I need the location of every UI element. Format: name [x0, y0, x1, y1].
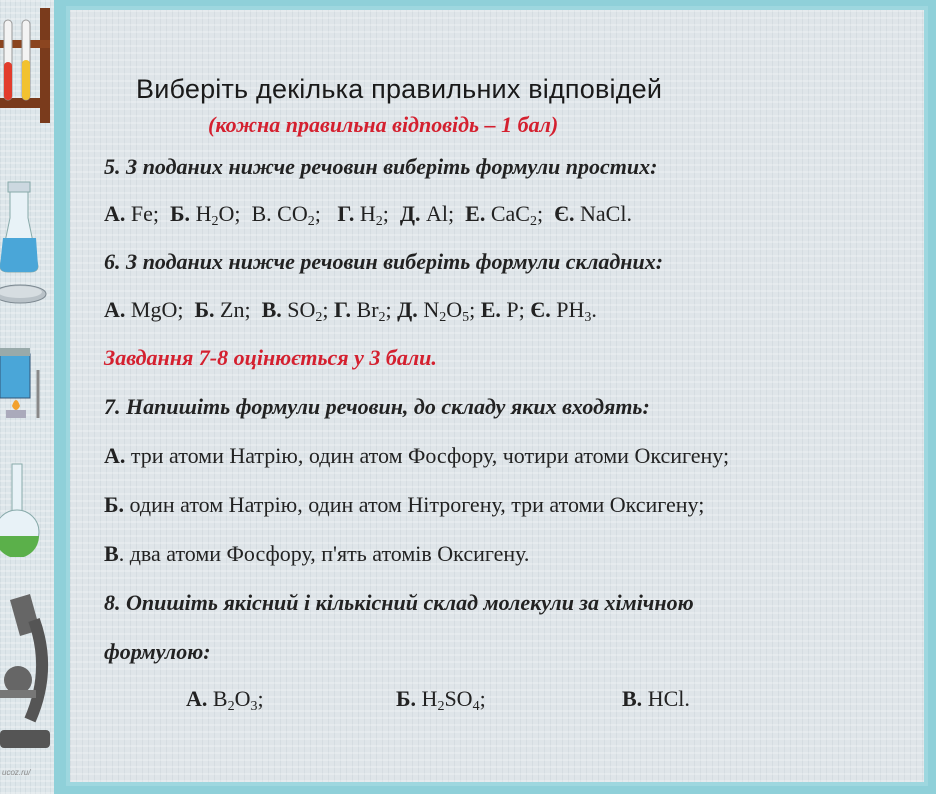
scoring-note: (кожна правильна відповідь – 1 бал) — [208, 112, 559, 137]
q6-option: Б. Zn; — [194, 297, 251, 322]
decor-sidebar — [0, 0, 60, 794]
page-title: Виберіть декілька правильних відповідей — [136, 74, 663, 104]
q6-option: В. $SO_2$; — [261, 297, 329, 325]
q6-title: 6. З поданих нижче речовин виберіть формули складних: — [104, 249, 664, 274]
q6-option: Г. $Br_2$; — [334, 297, 392, 325]
q5-title: 5. З поданих нижче речовин виберіть формули простих: — [104, 154, 658, 179]
q5-option: Д. Al; — [399, 201, 455, 226]
q6-option: Е. P; — [480, 297, 525, 322]
q6-option: А. MgO; — [104, 297, 184, 322]
q6-option: Д. $N_2O_5$; — [397, 297, 476, 325]
q5-option: В. $CO_2$; — [251, 201, 321, 229]
q8-option-a: А. $B_2O_3$; — [186, 686, 264, 714]
q8-title-line1: 8. Опишіть якісний і кількісний склад молекули за хімічною — [104, 590, 694, 615]
microscope-icon — [0, 590, 54, 760]
q8-option-b: Б. $H_2SO_4$; — [396, 686, 486, 714]
q7-option-c: В. два атоми Фосфору, п'ять атомів Оксигену. — [104, 541, 530, 566]
q7-title: 7. Напишіть формули речовин, до складу яких входять: — [104, 394, 650, 419]
q7-option-a: А. три атоми Натрію, один атом Фосфору, чотири атоми Оксигену; — [104, 443, 730, 468]
q5-option: Е. CaC$_2$; — [465, 201, 544, 229]
test-tube-rack-icon — [0, 0, 54, 130]
tasks-7-8-note: Завдання 7-8 оцінюється у 3 бали. — [104, 345, 437, 370]
q8-title-line2: формулою: — [104, 639, 211, 664]
q6-options — [104, 297, 597, 323]
round-flask-icon — [0, 462, 54, 557]
q5-options — [104, 201, 632, 227]
q5-option: А. Fe; — [104, 201, 160, 226]
flask-icon — [0, 178, 54, 278]
q7-option-b: Б. один атом Натрію, один атом Нітрогену, три атоми Оксигену; — [104, 492, 705, 517]
q8-option-c: В. HCl. — [622, 686, 690, 711]
q5-option: Б. $H_2O$; — [170, 201, 241, 229]
credit-text: ucoz.ru/ — [2, 768, 31, 777]
petri-dish-icon — [0, 280, 54, 310]
q6-option: Є. $PH_3$. — [530, 297, 597, 325]
alcohol-burner-icon — [0, 340, 54, 420]
q5-option: Є. NaCl. — [554, 201, 632, 226]
q5-option: Г. $H_2$; — [337, 201, 389, 229]
